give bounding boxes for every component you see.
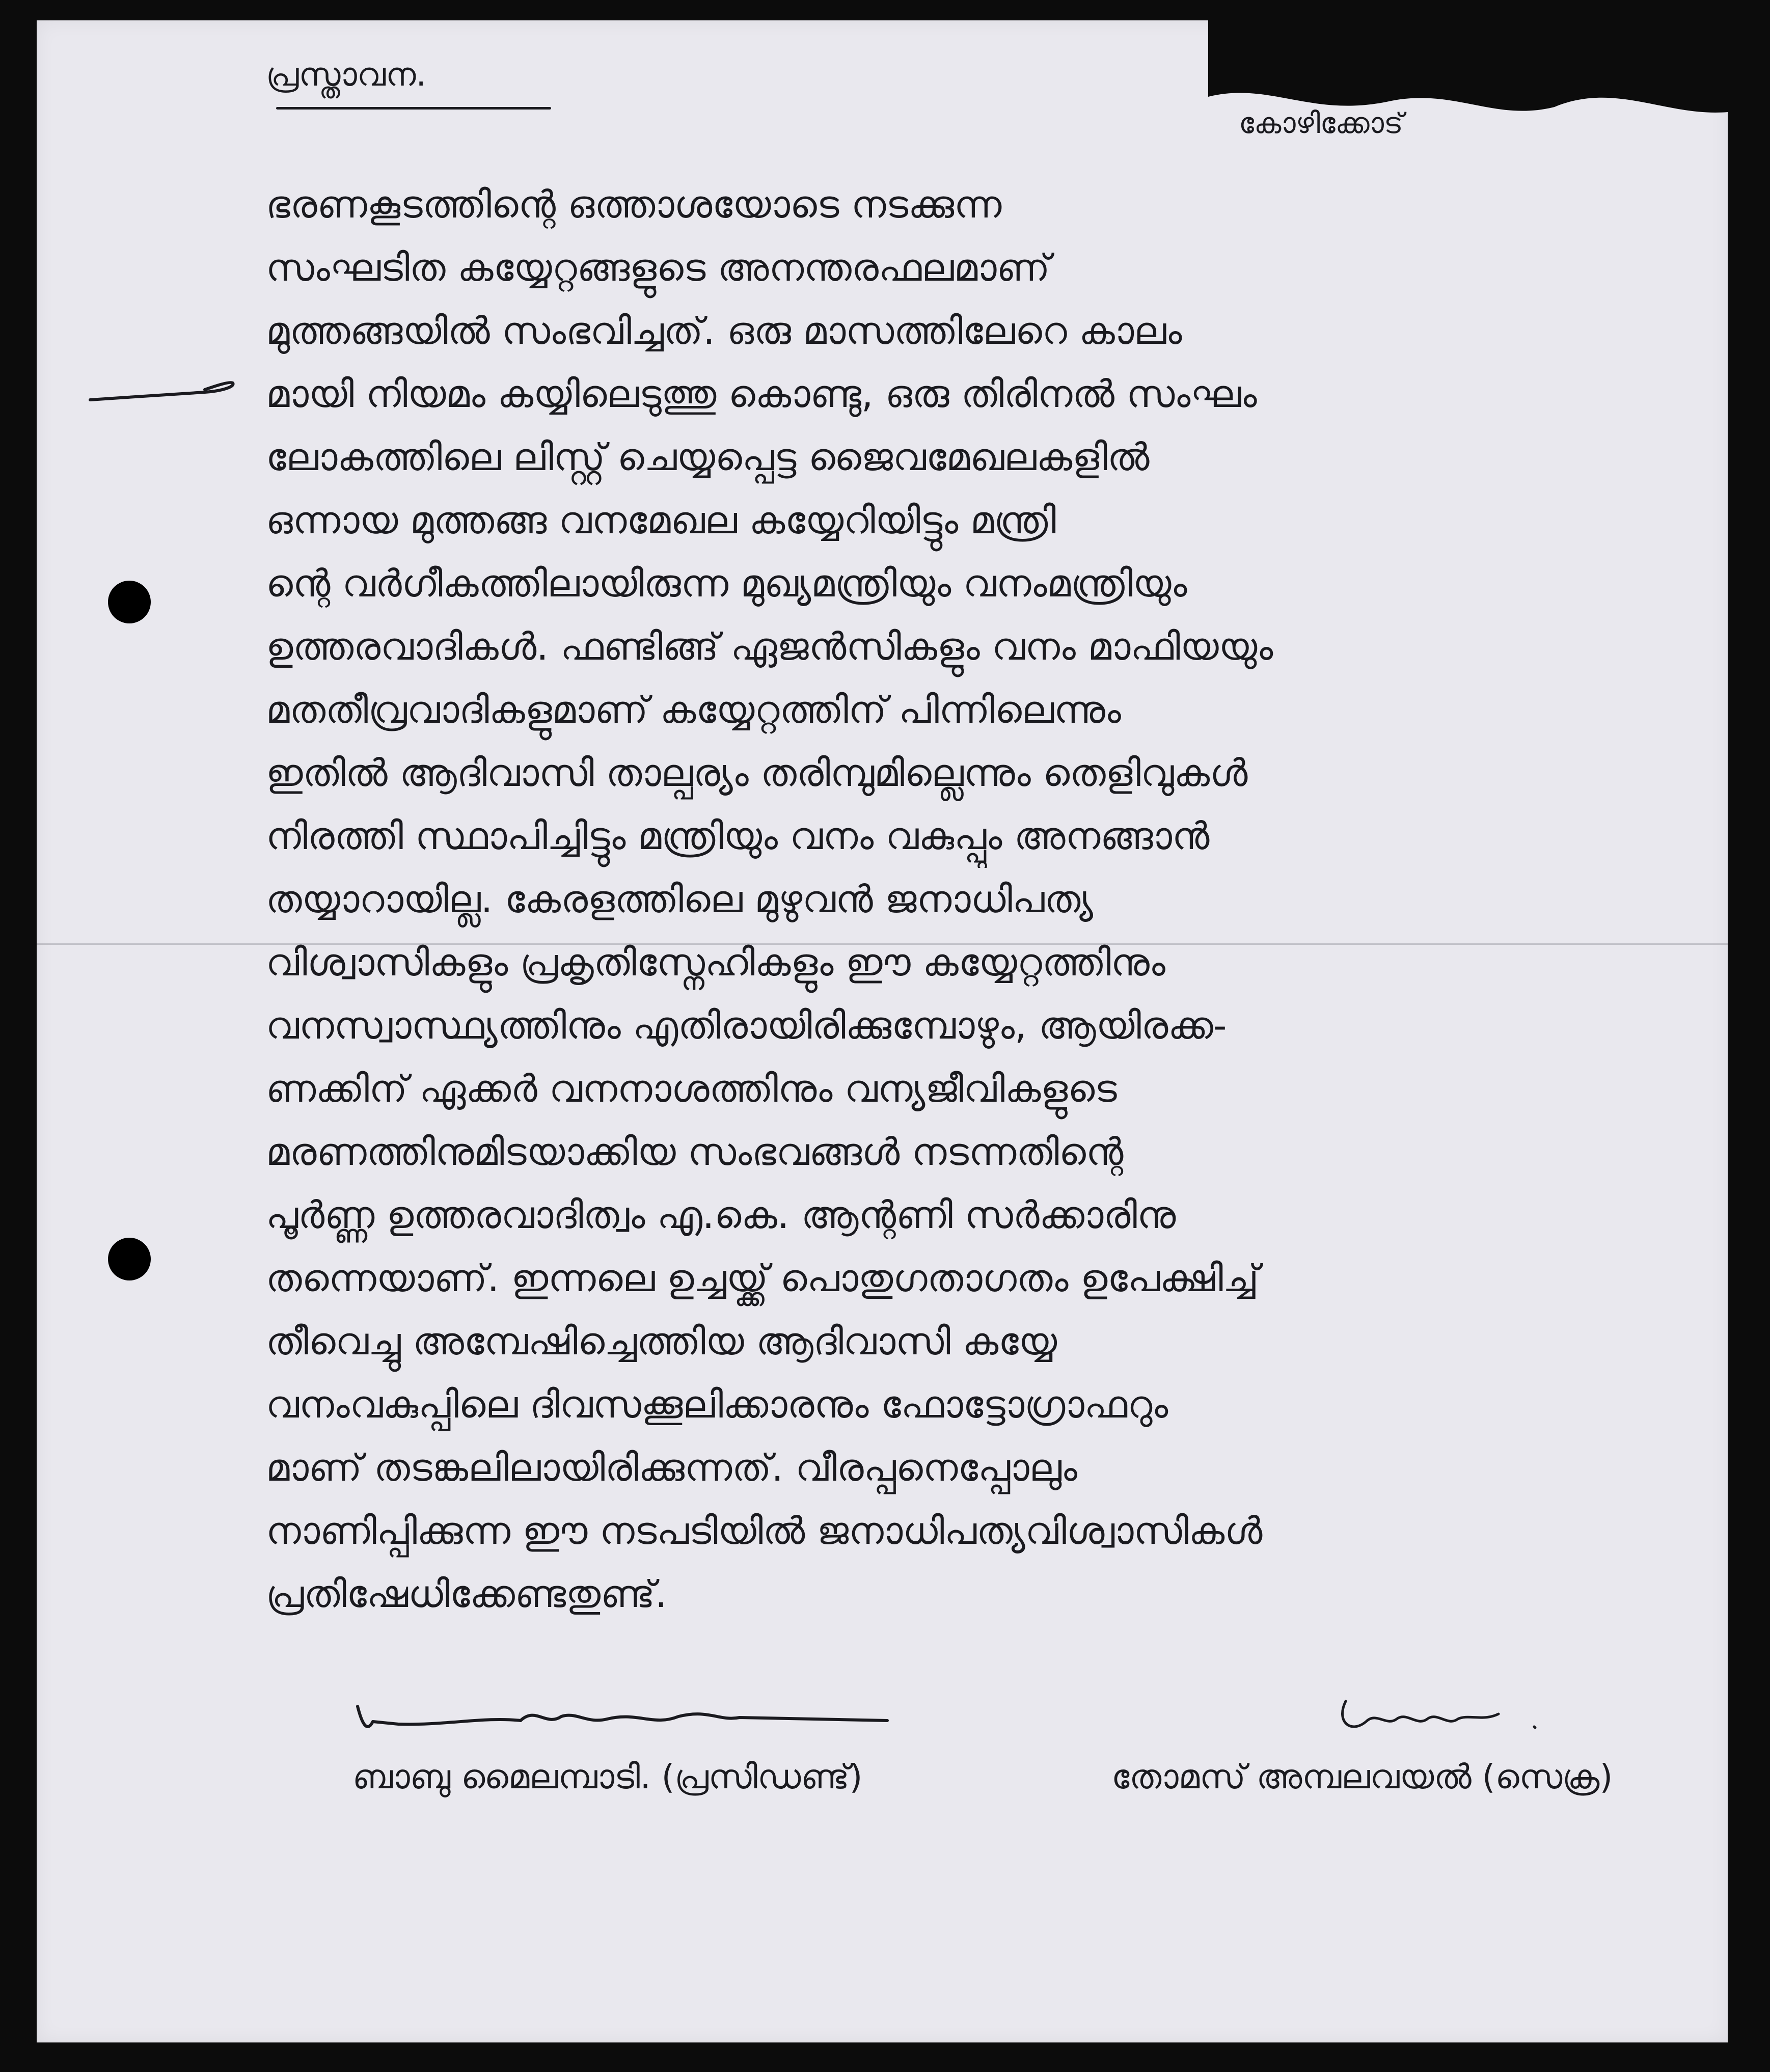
signatory-left-name: ബാബു മൈലമ്പാടി. (പ്രസിഡണ്ട്): [352, 1757, 863, 1796]
body-line: മരണത്തിനുമിടയാക്കിയ സംഭവങ്ങൾ നടന്നതിന്റെ: [266, 1130, 1124, 1174]
body-line: വിശ്വാസികളും പ്രകൃതിസ്നേഹികളും ഈ കയ്യേറ്റത്തിനും: [266, 941, 1165, 985]
signatory-right-name: തോമസ് അമ്പലവയൽ (സെക്ര): [1111, 1757, 1613, 1796]
body-line: വനംവകുപ്പിലെ ദിവസക്കൂലിക്കാരനും ഫോട്ടോഗ്രാഫറും: [266, 1383, 1168, 1427]
signature-right: [1330, 1691, 1595, 1747]
document-heading: പ്രസ്താവന.: [266, 56, 426, 94]
body-line: തീവെച്ചു അമ്പേഷിച്ചെത്തിയ ആദിവാസി കയ്യേ: [266, 1320, 1057, 1364]
body-line: മാണ് തടങ്കലിലായിരിക്കുന്നത്. വീരപ്പനെപ്പോലും: [266, 1446, 1077, 1490]
body-line: തന്നെയാണ്. ഇന്നലെ ഉച്ചയ്ക്ക് പൊതുഗതാഗതം ഉപേക്ഷിച്ച്: [266, 1257, 1259, 1300]
body-line: പ്രതിഷേധിക്കേണ്ടതുണ്ട്.: [266, 1572, 667, 1616]
statement-body: [266, 173, 1707, 1626]
body-line: ഇതിൽ ആദിവാസി താല്പര്യം തരിമ്പുമില്ലെന്നും തെളിവുകൾ: [266, 751, 1248, 795]
body-line: മുത്തങ്ങയിൽ സംഭവിച്ചത്. ഒരു മാസത്തിലേറെ കാലം: [266, 309, 1182, 353]
body-line: ഭരണകൂടത്തിന്റെ ഒത്താശയോടെ നടക്കുന്ന: [266, 183, 1002, 227]
punch-hole-bottom: [108, 1238, 151, 1280]
body-line: ഒന്നായ മുത്തങ്ങ വനമേഖല കയ്യേറിയിട്ടും മന്ത്രി: [266, 499, 1056, 542]
body-line: മതതീവ്രവാദികളുമാണ് കയ്യേറ്റത്തിന് പിന്നിലെന്നും: [266, 688, 1121, 732]
body-line: മായി നിയമം കയ്യിലെടുത്തു കൊണ്ടു, ഒരു തിരിനൽ സംഘം: [266, 372, 1257, 416]
body-line: പൂർണ്ണ ഉത്തരവാദിത്വം എ.കെ. ആന്റണി സർക്കാരിനു: [266, 1193, 1176, 1237]
stray-pen-mark: [88, 377, 240, 407]
body-line: സംഘടിത കയ്യേറ്റങ്ങളുടെ അനന്തരഫലമാണ്: [266, 246, 1050, 290]
body-line: നാണിപ്പിക്കുന്ന ഈ നടപടിയിൽ ജനാധിപത്യവിശ്വാസികൾ: [266, 1509, 1263, 1553]
body-line: ണക്കിന് ഏക്കർ വനനാശത്തിനും വന്യജീവികളുടെ: [266, 1067, 1117, 1111]
heading-underline: [276, 107, 551, 110]
punch-hole-top: [108, 581, 151, 623]
place-name: കോഴിക്കോട്: [1239, 107, 1403, 140]
body-line: ഉത്തരവാദികൾ. ഫണ്ടിങ്ങ് ഏജൻസികളും വനം മാഫിയയും: [266, 625, 1273, 669]
document-sheet: [37, 20, 1728, 2042]
body-line: നിരത്തി സ്ഥാപിച്ചിട്ടും മന്ത്രിയും വനം വകുപ്പും അനങ്ങാൻ: [266, 814, 1210, 858]
signature-left: [352, 1696, 913, 1752]
body-line: തയ്യാറായില്ല. കേരളത്തിലെ മുഴുവൻ ജനാധിപത്യ: [266, 878, 1094, 921]
body-line: ലോകത്തിലെ ലിസ്റ്റ് ചെയ്യപ്പെട്ട ജൈവമേഖലകളിൽ: [266, 435, 1150, 479]
body-line: വനസ്വാസ്ഥ്യത്തിനും എതിരായിരിക്കുമ്പോഴും, ആയിരക്ക-: [266, 1004, 1227, 1048]
body-line: ന്റെ വർഗീകത്തിലായിരുന്ന മുഖ്യമന്ത്രിയും വനംമന്ത്രിയും: [266, 562, 1187, 606]
